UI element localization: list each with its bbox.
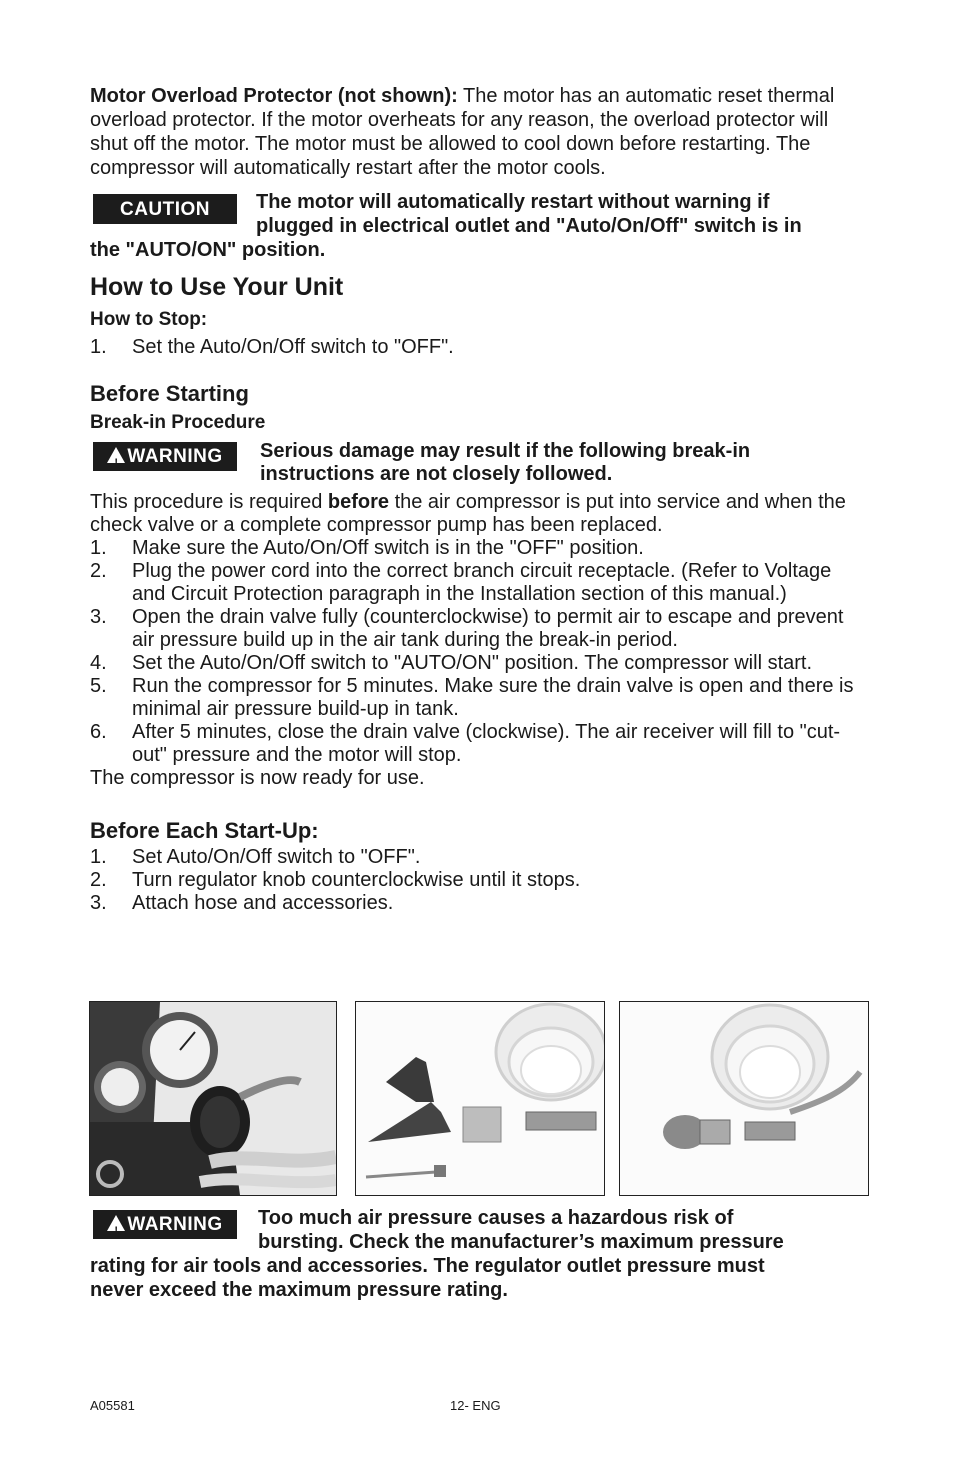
step-number: 1. — [90, 846, 107, 868]
break-in-intro — [90, 491, 870, 537]
caution-line-3: the "AUTO/ON" position. — [90, 239, 326, 261]
step-text: Open the drain valve fully (counterclockwise) to permit air to escape and prevent air pressure build up in the air tank during the break-in period. — [132, 606, 844, 651]
warning-triangle-icon — [107, 1215, 125, 1231]
step-text: Run the compressor for 5 minutes. Make sure the drain valve is open and there is minimal air pressure build-up in tank. — [132, 675, 854, 720]
how-to-stop-heading: How to Stop: — [90, 309, 208, 330]
step-number: 1. — [90, 537, 107, 559]
list-item — [90, 846, 870, 869]
accessory-photos — [89, 1001, 868, 1196]
how-to-use-heading: How to Use Your Unit — [90, 273, 344, 301]
before-starting-heading: Before Starting — [90, 381, 249, 406]
list-item — [90, 869, 870, 892]
pressure-warning-line-2: bursting. Check the manufacturer’s maximum pressure — [258, 1231, 784, 1253]
warning-badge-label: WARNING — [127, 1214, 223, 1235]
page-number: 12- ENG — [450, 1398, 501, 1413]
step-number: 4. — [90, 652, 107, 674]
break-in-steps — [90, 537, 870, 767]
step-number: 6. — [90, 721, 107, 743]
step-text: Turn regulator knob counterclockwise until it stops. — [132, 869, 581, 891]
photo-hose-chuck — [619, 1001, 869, 1196]
warning-badge — [93, 442, 237, 471]
step-number: 3. — [90, 892, 107, 914]
overload-label: Motor Overload Protector (not shown): — [90, 85, 458, 107]
step-text: Set the Auto/On/Off switch to "AUTO/ON" position. The compressor will start. — [132, 652, 813, 674]
manual-page — [90, 84, 870, 915]
caution-badge: CAUTION — [93, 194, 237, 224]
before-each-steps — [90, 846, 870, 915]
list-item — [90, 652, 870, 675]
warning-triangle-icon — [107, 447, 125, 463]
list-item — [90, 560, 870, 606]
warning-line-2: instructions are not closely followed. — [260, 463, 613, 485]
list-item — [90, 336, 870, 359]
step-number: 1. — [90, 336, 107, 358]
step-text: Plug the power cord into the correct branch circuit receptacle. (Refer to Voltage and Circuit Protection paragraph in the Installation section of this manual.) — [132, 560, 832, 605]
step-number: 2. — [90, 869, 107, 891]
overload-paragraph — [90, 84, 870, 180]
list-item — [90, 537, 870, 560]
pressure-warning-line-3: rating for air tools and accessories. The regulator outlet pressure must — [90, 1255, 765, 1277]
intro-post: the air compressor is put into service and when the check valve or a complete compressor pump has been replaced. — [90, 491, 846, 536]
overload-text: The motor has an automatic reset thermal overload protector. If the motor overheats for any reason, the overload protector will shut off the motor. The motor must be allowed to cool down before restarting. The compressor will automatically restart after the motor cools. — [90, 85, 835, 179]
step-text: Set Auto/On/Off switch to "OFF". — [132, 846, 421, 868]
pressure-warning-line-1: Too much air pressure causes a hazardous risk of — [258, 1207, 734, 1229]
break-in-heading: Break-in Procedure — [90, 412, 266, 433]
photo-compressor-regulator — [89, 1001, 337, 1196]
step-text: Make sure the Auto/On/Off switch is in the "OFF" position. — [132, 537, 644, 559]
step-number: 2. — [90, 560, 107, 582]
list-item — [90, 892, 870, 915]
pressure-warning-callout — [90, 1206, 870, 1302]
break-in-outro: The compressor is now ready for use. — [90, 767, 425, 789]
caution-line-1: The motor will automatically restart without warning if — [256, 191, 770, 213]
intro-bold: before — [327, 491, 390, 513]
warning-badge — [93, 1210, 237, 1239]
photo-hose-accessories — [355, 1001, 605, 1196]
step-text: Set the Auto/On/Off switch to "OFF". — [132, 336, 454, 358]
document-code: A05581 — [90, 1398, 135, 1413]
list-item — [90, 675, 870, 721]
step-text: Attach hose and accessories. — [132, 892, 394, 914]
before-each-heading: Before Each Start-Up: — [90, 818, 319, 843]
warning-line-1: Serious damage may result if the following break-in — [260, 440, 751, 462]
step-number: 5. — [90, 675, 107, 697]
intro-pre: This procedure is required — [90, 491, 328, 513]
step-text: After 5 minutes, close the drain valve (clockwise). The air receiver will fill to "cut-out" pressure and the motor will stop. — [132, 721, 841, 766]
caution-line-2: plugged in electrical outlet and "Auto/On/Off" switch is in — [256, 215, 802, 237]
list-item — [90, 606, 870, 652]
step-number: 3. — [90, 606, 107, 628]
break-in-warning-callout — [90, 440, 870, 486]
warning-badge-label: WARNING — [127, 446, 223, 467]
stop-steps — [90, 336, 870, 359]
caution-callout — [90, 190, 870, 262]
list-item — [90, 721, 870, 767]
pressure-warning-line-4: never exceed the maximum pressure rating. — [90, 1279, 508, 1301]
